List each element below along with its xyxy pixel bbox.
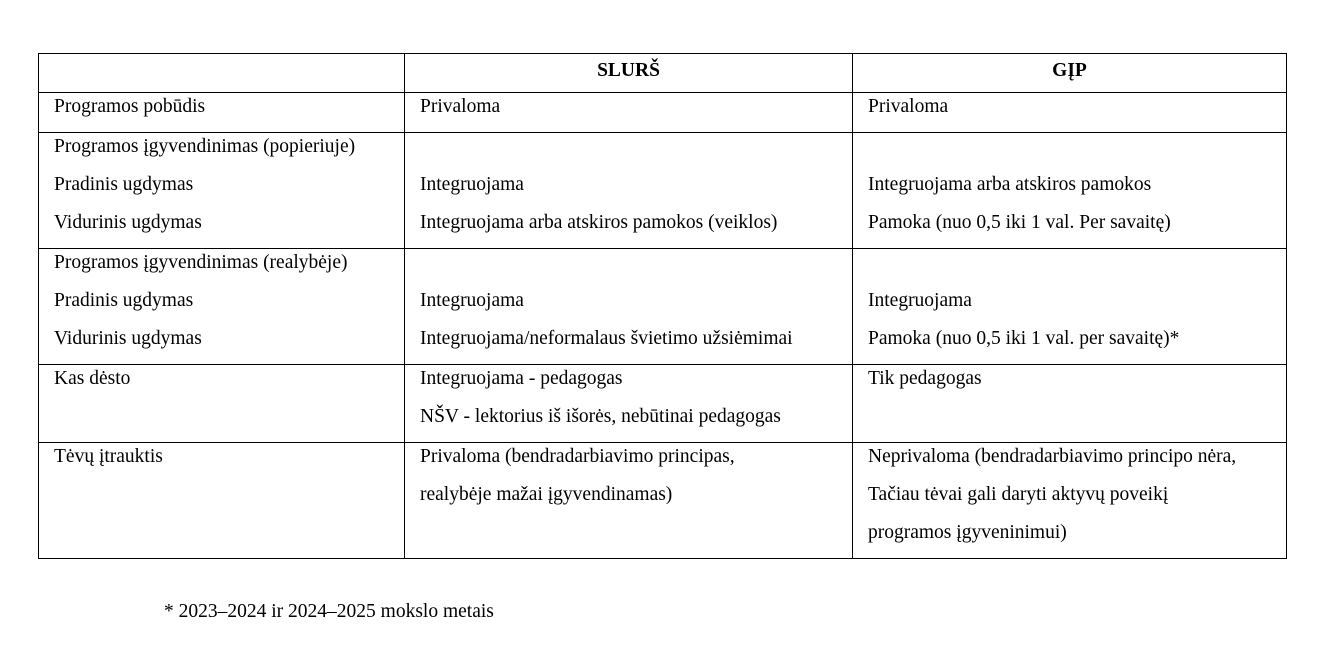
slurs-cell — [405, 365, 853, 443]
cell-line: Privaloma (bendradarbiavimo principas, — [420, 446, 735, 467]
footnote: * 2023–2024 ir 2024–2025 mokslo metais — [164, 601, 494, 622]
cell-line: Privaloma — [868, 96, 949, 117]
row-label-cell — [39, 249, 405, 365]
gip-cell — [853, 249, 1287, 365]
row-label-cell — [39, 93, 405, 133]
cell-spacer — [420, 250, 852, 288]
cell-line: Integruojama arba atskiros pamokos (veiklos) — [420, 212, 778, 233]
slurs-cell — [405, 93, 853, 133]
cell-line: Integruojama — [420, 290, 524, 311]
table-header-row — [39, 54, 1287, 93]
cell-line: Pamoka (nuo 0,5 iki 1 val. per savaitę)* — [868, 328, 1180, 349]
cell-line: Programos pobūdis — [54, 96, 206, 117]
header-cell-slurs: SLURŠ — [405, 54, 853, 93]
row-label-cell — [39, 133, 405, 249]
gip-cell — [853, 93, 1287, 133]
cell-line: Pradinis ugdymas — [54, 174, 194, 195]
row-label-cell — [39, 443, 405, 559]
cell-line: Vidurinis ugdymas — [54, 212, 202, 233]
cell-line: Programos įgyvendinimas (popieriuje) — [54, 136, 356, 157]
table-row — [39, 443, 1287, 559]
cell-line: Pamoka (nuo 0,5 iki 1 val. Per savaitę) — [868, 212, 1171, 233]
header-cell-empty — [39, 54, 405, 93]
header-cell-gip: GĮP — [853, 54, 1287, 93]
cell-line: Programos įgyvendinimas (realybėje) — [54, 252, 348, 273]
cell-spacer — [420, 134, 852, 172]
cell-line: programos įgyveninimui) — [868, 522, 1067, 543]
cell-line: Tik pedagogas — [868, 368, 982, 389]
cell-line: realybėje mažai įgyvendinamas) — [420, 484, 673, 505]
gip-cell — [853, 133, 1287, 249]
cell-line: Kas dėsto — [54, 368, 131, 389]
row-label-cell — [39, 365, 405, 443]
cell-line: Integruojama — [420, 174, 524, 195]
slurs-cell — [405, 443, 853, 559]
table-row — [39, 93, 1287, 133]
cell-line: Integruojama arba atskiros pamokos — [868, 174, 1152, 195]
comparison-table — [38, 53, 1287, 559]
cell-spacer — [868, 134, 1286, 172]
cell-line: Tačiau tėvai gali daryti aktyvų poveikį — [868, 484, 1169, 505]
cell-line: Tėvų įtrauktis — [54, 446, 163, 467]
cell-line: Vidurinis ugdymas — [54, 328, 202, 349]
cell-line: Integruojama/neformalaus švietimo užsiėmimai — [420, 328, 793, 349]
cell-line: Integruojama - pedagogas — [420, 368, 623, 389]
table-row — [39, 365, 1287, 443]
table-row — [39, 249, 1287, 365]
gip-cell — [853, 443, 1287, 559]
slurs-cell — [405, 249, 853, 365]
slurs-cell — [405, 133, 853, 249]
cell-line: Integruojama — [868, 290, 972, 311]
table-row — [39, 133, 1287, 249]
cell-line: Neprivaloma (bendradarbiavimo principo nėra, — [868, 446, 1237, 467]
gip-cell — [853, 365, 1287, 443]
cell-spacer — [868, 250, 1286, 288]
cell-line: Pradinis ugdymas — [54, 290, 194, 311]
cell-line: NŠV - lektorius iš išorės, nebūtinai pedagogas — [420, 406, 781, 427]
cell-line: Privaloma — [420, 96, 501, 117]
